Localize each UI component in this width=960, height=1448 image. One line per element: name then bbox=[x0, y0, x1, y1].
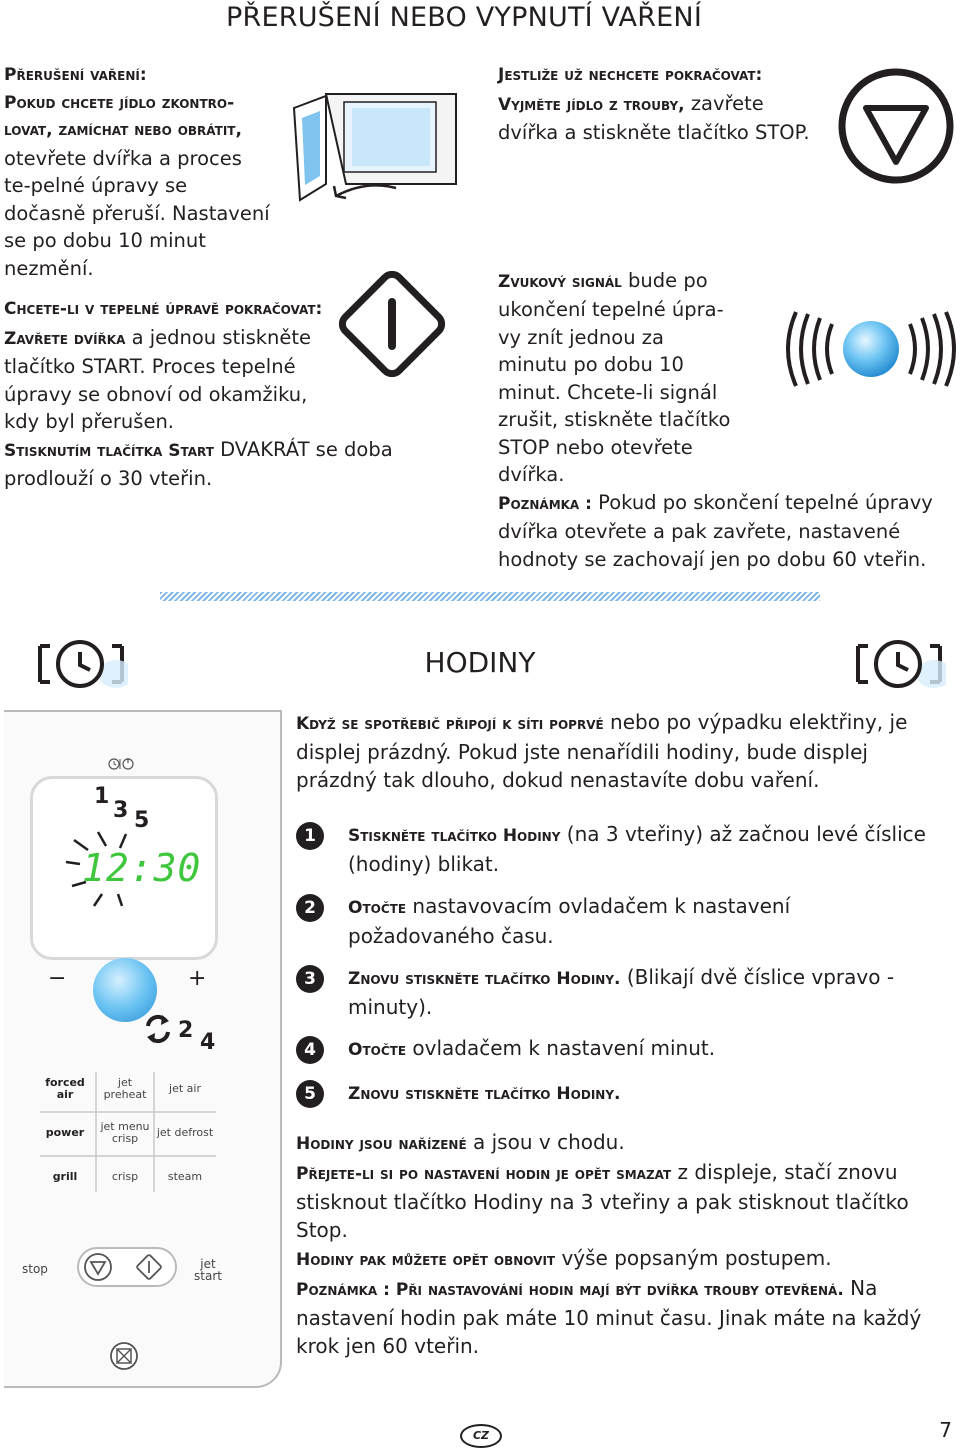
continue-heading: Chcete-li v tepelné úpravě pokračovat: bbox=[4, 299, 323, 319]
callout-3: 3 bbox=[113, 798, 129, 823]
step-number: 1 bbox=[296, 822, 324, 850]
clock-set-text: a jsou v chodu. bbox=[466, 1130, 625, 1154]
step-heading: Otočte bbox=[348, 898, 407, 918]
rotate-icon bbox=[142, 1012, 174, 1046]
stop-start-buttons[interactable] bbox=[76, 1244, 180, 1290]
stop-label: stop bbox=[22, 1262, 48, 1276]
pause-heading: Přerušení vaření: bbox=[4, 65, 147, 85]
callout-1: 1 bbox=[94, 784, 110, 809]
function-buttons bbox=[36, 1068, 222, 1200]
plus-sign: + bbox=[188, 966, 207, 991]
step-2 bbox=[296, 892, 936, 950]
jet-menu-crisp-button[interactable]: jet menu crisp bbox=[100, 1120, 150, 1145]
clock-intro-heading: Když se spotřebič připojí k síti poprvé bbox=[296, 714, 604, 734]
step-text: (na 3 vteřiny) až začnou levé číslice (hodiny) blikat. bbox=[348, 822, 926, 876]
jet-air-button[interactable]: jet air bbox=[169, 1082, 201, 1095]
section-divider bbox=[160, 592, 820, 601]
stop-heading: Jestliže už nechcete pokračovat: bbox=[498, 65, 763, 85]
step-number: 2 bbox=[296, 894, 324, 922]
callout-5: 5 bbox=[134, 808, 150, 833]
clock-section-title: HODINY bbox=[424, 646, 536, 679]
stop-icon bbox=[836, 66, 956, 186]
crisp-button[interactable]: crisp bbox=[111, 1170, 139, 1183]
note-heading: Poznámka : bbox=[498, 493, 592, 514]
pause-text: otevřete dvířka a proces te-pelné úpravy se dočasně přeruší. Nastavení se po dobu 10 minut nezmění. bbox=[4, 146, 270, 280]
step-number: 5 bbox=[296, 1080, 324, 1108]
clock-intro bbox=[296, 708, 946, 794]
remove-food-heading: Vyjměte jídlo z trouby, bbox=[498, 94, 685, 115]
jet-defrost-button[interactable]: jet defrost bbox=[156, 1126, 214, 1139]
sound-text: bude po ukončení tepelné úpra-vy znít jednou za minutu po dobu 10 minut. Chcete-li signál zrušit, stiskněte tlačítko STOP nebo otevřete dvířka. bbox=[498, 268, 731, 486]
step-text: ovladačem k nastavení minut. bbox=[406, 1036, 716, 1060]
clock-power-icon bbox=[104, 756, 140, 772]
clock-notes bbox=[296, 1128, 951, 1360]
page-title: PŘERUŠENÍ NEBO VYPNUTÍ VAŘENÍ bbox=[226, 2, 702, 33]
language-badge: CZ bbox=[460, 1424, 502, 1448]
pause-subheading: Pokud chcete jídlo zkontro-lovat, zamíchat nebo obrátit, bbox=[4, 92, 242, 140]
clock-note-heading: Poznámka : Při nastavování hodin mají být dvířka trouby otevřená. bbox=[296, 1280, 844, 1300]
grill-button[interactable]: grill bbox=[52, 1170, 78, 1183]
sound-heading: Zvukový signál bbox=[498, 271, 622, 292]
stop-text: zavřete dvířka a stiskněte tlačítko STOP. bbox=[498, 91, 810, 144]
clock-display-digits: 12:30 bbox=[82, 846, 202, 890]
clock-clear-text: z displeje, stačí znovu stisknout tlačítko Hodiny na 3 vteřiny a pak stisknout tlačítko Stop. bbox=[296, 1160, 909, 1242]
step-heading: Stiskněte tlačítko Hodiny bbox=[348, 826, 561, 846]
forced-air-button[interactable]: forced air bbox=[45, 1076, 85, 1101]
step-3 bbox=[296, 963, 936, 1021]
step-5 bbox=[296, 1078, 936, 1108]
start-twice-text: DVAKRÁT se doba prodlouží o 30 vteřin. bbox=[4, 437, 393, 490]
start-twice-heading: Stisknutím tlačítka Start bbox=[4, 440, 214, 461]
page-number: 7 bbox=[939, 1418, 952, 1442]
step-1 bbox=[296, 820, 936, 878]
steam-button[interactable]: steam bbox=[167, 1170, 203, 1183]
start-icon bbox=[330, 262, 454, 386]
clock-restore-text: výše popsaným postupem. bbox=[555, 1246, 832, 1270]
jet-preheat-button[interactable]: jet preheat bbox=[103, 1076, 147, 1101]
clock-intro-text: nebo po výpadku elektřiny, je displej prázdný. Pokud jste nenařídili hodiny, bude displej prázdný tak dlouho, dokud nenastavíte dobu vaření. bbox=[296, 710, 908, 792]
step-4 bbox=[296, 1034, 936, 1064]
jet-start-label: jet start bbox=[194, 1257, 222, 1283]
step-heading: Otočte bbox=[348, 1040, 407, 1060]
close-door-heading: Zavřete dvířka bbox=[4, 328, 126, 349]
open-oven-illustration bbox=[286, 84, 476, 214]
clock-restore-heading: Hodiny pak můžete opět obnovit bbox=[296, 1250, 556, 1270]
callout-2: 2 bbox=[178, 1018, 194, 1043]
step-text: nastavovacím ovladačem k nastavení požadovaného času. bbox=[348, 894, 791, 948]
step-number: 4 bbox=[296, 1036, 324, 1064]
step-heading: Znovu stiskněte tlačítko Hodiny. bbox=[348, 969, 621, 989]
door-open-icon[interactable] bbox=[108, 1340, 140, 1372]
power-button[interactable]: power bbox=[45, 1126, 85, 1139]
clock-note-text: Na nastavení hodin pak máte 10 minut času. Jinak máte na každý krok jen 60 vteřin. bbox=[296, 1276, 922, 1358]
step-number: 3 bbox=[296, 965, 324, 993]
step-heading: Znovu stiskněte tlačítko Hodiny. bbox=[348, 1084, 621, 1104]
minus-sign: − bbox=[48, 966, 67, 991]
step-text: (Blikají dvě číslice vpravo - minuty). bbox=[348, 965, 895, 1019]
clock-clear-heading: Přejete-li si po nastavení hodin je opět smazat bbox=[296, 1164, 672, 1184]
sound-signal-icon bbox=[784, 308, 958, 390]
clock-set-heading: Hodiny jsou nařízené bbox=[296, 1134, 467, 1154]
note-text: Pokud po skončení tepelné úpravy dvířka otevřete a pak zavřete, nastavené hodnoty se zachovají jen po dobu 60 vteřin. bbox=[498, 490, 933, 571]
continue-text: a jednou stiskněte tlačítko START. Proces tepelné úpravy se obnoví od okamžiku, kdy byl přerušen. bbox=[4, 325, 312, 433]
callout-4: 4 bbox=[200, 1030, 216, 1055]
